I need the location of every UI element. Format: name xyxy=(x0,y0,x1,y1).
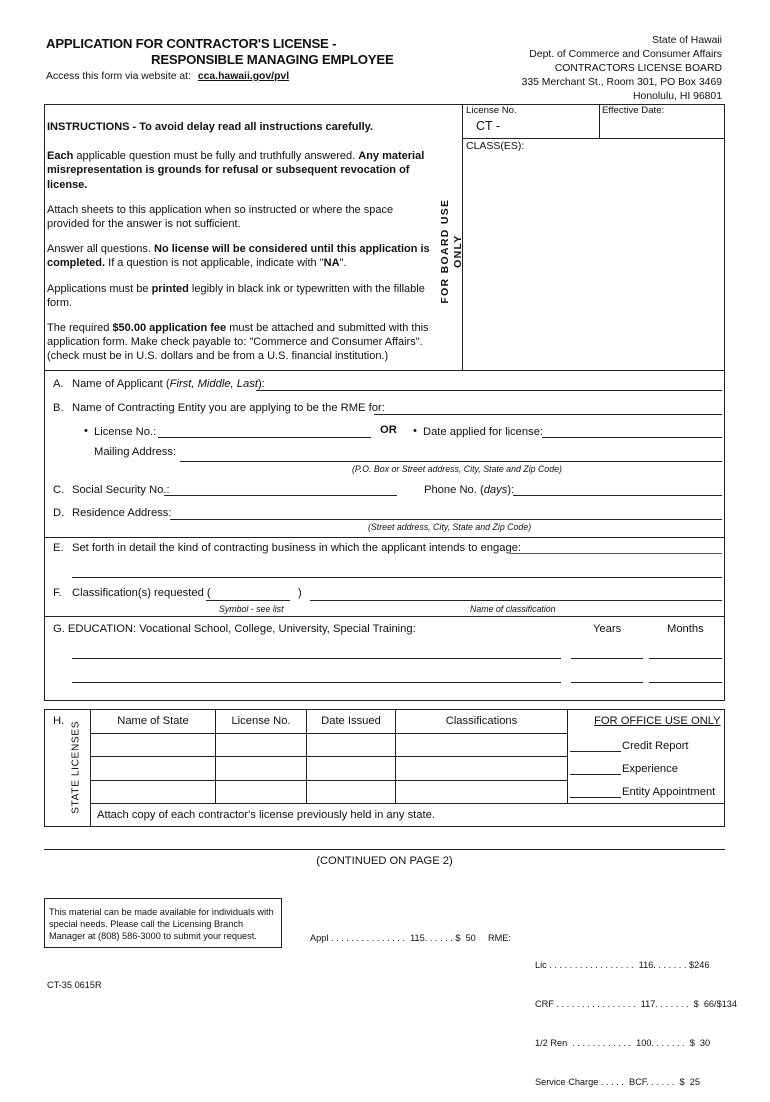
instr-no-license: No license will be considered until this application is completed. xyxy=(47,243,430,270)
instructions-heading: INSTRUCTIONS - To avoid delay read all instructions carefully. xyxy=(47,121,373,133)
mailing-address-caption: (P.O. Box or Street address, City, State and Zip Code) xyxy=(352,464,562,474)
column-header-date-issued: Date Issued xyxy=(321,715,381,727)
label-text: ): xyxy=(257,378,265,390)
instructions-paragraph-4 xyxy=(47,282,435,310)
divider xyxy=(90,733,567,734)
fee-half-ren: 1/2 Ren . . . . . . . . . . . . 100. . . . . . . $ 30 xyxy=(535,1038,711,1048)
rme-label: RME: xyxy=(488,933,511,943)
agency-line-state: State of Hawaii xyxy=(652,35,722,46)
mailing-address-label: Mailing Address: xyxy=(94,446,177,458)
instr-text: Applications must be xyxy=(47,282,152,295)
residence-address-label: Residence Address: xyxy=(72,507,172,519)
fee-service-charge: Service Charge . . . . . BCF. . . . . . $ 25 xyxy=(535,1077,700,1087)
contracting-entity-field[interactable] xyxy=(374,414,722,415)
residence-address-caption: (Street address, City, State and Zip Code) xyxy=(368,522,532,532)
license-no-field[interactable] xyxy=(158,437,371,438)
credit-report-label: Credit Report xyxy=(622,740,689,752)
agency-line-dept: Dept. of Commerce and Consumer Affairs xyxy=(529,49,722,60)
license-no-label: License No. xyxy=(466,105,517,116)
website-line xyxy=(46,70,289,83)
instr-text: If a question is not applicable, indicate with " xyxy=(105,257,324,270)
field-d-letter: D. xyxy=(53,507,65,519)
label-text: Phone No. ( xyxy=(424,484,484,496)
form-title-line1: APPLICATION FOR CONTRACTOR'S LICENSE - xyxy=(46,36,337,51)
label-text: Name of Applicant ( xyxy=(72,378,170,390)
agency-line-city: Honolulu, HI 96801 xyxy=(633,91,722,102)
label-text-italic: First, Middle, Last xyxy=(169,378,258,390)
column-header-classifications: Classifications xyxy=(445,715,518,727)
classification-name-field[interactable] xyxy=(310,600,722,601)
instr-misrep: Any material misrepresentation is grounds for refusal or subsequent revocation of license. xyxy=(47,150,425,191)
instructions-paragraph-1 xyxy=(47,149,435,192)
business-kind-field-line2[interactable] xyxy=(72,577,722,578)
contracting-entity-label: Name of Contracting Entity you are applying to be the RME for: xyxy=(72,402,385,414)
education-field-2[interactable] xyxy=(72,682,561,683)
applicant-name-field[interactable] xyxy=(256,390,722,391)
board-use-vertical-label: FOR BOARD USE ONLY xyxy=(438,198,464,304)
continued-note: (CONTINUED ON PAGE 2) xyxy=(316,855,453,867)
phone-field[interactable] xyxy=(513,495,722,496)
field-f-letter: F. xyxy=(53,587,62,599)
agency-line-board: CONTRACTORS LICENSE BOARD xyxy=(554,63,722,74)
date-applied-field[interactable] xyxy=(542,437,722,438)
website-link[interactable]: cca.hawaii.gov/pvl xyxy=(197,71,290,82)
fields-box xyxy=(44,371,725,701)
years-label: Years xyxy=(593,623,622,635)
or-label: OR xyxy=(380,424,397,436)
name-classification-caption: Name of classification xyxy=(470,604,556,614)
divider xyxy=(44,849,725,850)
field-h-letter: H. xyxy=(53,715,65,727)
label-text: ): xyxy=(507,484,515,496)
divider xyxy=(90,756,567,757)
instructions-paragraph-5 xyxy=(47,321,435,364)
fee-lic: Lic . . . . . . . . . . . . . . . . . 116. . . . . . . $246 xyxy=(535,960,710,970)
symbol-caption: Symbol - see list xyxy=(219,604,284,614)
office-use-header: FOR OFFICE USE ONLY xyxy=(594,715,721,727)
classes-label: CLASS(ES): xyxy=(466,140,525,152)
education-field-1[interactable] xyxy=(72,658,561,659)
instr-printed: printed xyxy=(151,282,189,295)
experience-label: Experience xyxy=(622,763,678,775)
education-months-1[interactable] xyxy=(649,658,722,659)
field-a-letter: A. xyxy=(53,378,64,390)
ssn-field[interactable] xyxy=(164,495,397,496)
state-licenses-vertical-label: STATE LICENSES xyxy=(70,720,82,814)
divider xyxy=(90,780,567,781)
applicant-name-label xyxy=(72,377,265,391)
column-header-license-no: License No. xyxy=(231,715,291,727)
instr-text: Answer all questions. xyxy=(47,243,154,256)
classification-label: Classification(s) requested ( xyxy=(72,587,211,599)
instr-text: ". xyxy=(339,257,347,270)
instr-text: applicable question must be fully and truthfully answered. xyxy=(73,150,359,163)
education-months-2[interactable] xyxy=(649,682,722,683)
appl-fee-line: Appl . . . . . . . . . . . . . . . 115. . . . . . $ 50 xyxy=(310,933,476,943)
education-years-2[interactable] xyxy=(571,682,643,683)
instr-text: must be attached and submitted with this application form. Make check payable to: "Commerce and Consumer Affairs". (check must be in U.S. dollars and be from a U.S. financial institution.) xyxy=(47,322,429,363)
business-kind-label: Set forth in detail the kind of contracting business in which the applicant intends to engage: xyxy=(72,542,522,554)
phone-label xyxy=(424,483,514,497)
form-number: CT-35 0615R xyxy=(47,980,102,990)
fee-schedule xyxy=(535,933,737,1102)
education-label: G. EDUCATION: Vocational School, College, University, Special Training: xyxy=(53,623,416,635)
instructions-text xyxy=(47,120,435,375)
residence-address-field[interactable] xyxy=(170,519,722,520)
field-e-letter: E. xyxy=(53,542,64,554)
instructions-paragraph-2: Attach sheets to this application when so instructed or where the space provided for the answer is not sufficient. xyxy=(47,203,394,231)
ssn-label: Social Security No.: xyxy=(72,484,170,496)
label-text-italic: days xyxy=(483,484,508,496)
instructions-paragraph-3 xyxy=(47,242,435,270)
divider xyxy=(44,616,725,617)
fee-crf: CRF . . . . . . . . . . . . . . . . 117. . . . . . . $ 66/$134 xyxy=(535,999,738,1009)
divider xyxy=(90,803,725,804)
instr-na: NA xyxy=(323,257,340,270)
website-label: Access this form via website at: xyxy=(46,71,191,82)
license-no-field-label: License No.: xyxy=(94,426,157,438)
agency-line-street: 335 Merchant St., Room 301, PO Box 3469 xyxy=(521,77,722,88)
credit-report-field[interactable] xyxy=(570,751,621,752)
divider xyxy=(44,537,725,538)
divider xyxy=(599,104,600,138)
divider xyxy=(567,709,568,803)
attach-license-note: Attach copy of each contractor's license previously held in any state. xyxy=(97,809,435,821)
bullet-icon: • xyxy=(84,425,88,437)
agency-address xyxy=(522,34,722,104)
business-kind-field[interactable] xyxy=(510,553,722,554)
special-needs-notice: This material can be made available for individuals with special needs. Please call the Licensing Branch Manager at (808) 586-3000 to submit your request. xyxy=(44,898,282,948)
mailing-address-field[interactable] xyxy=(180,461,722,462)
entity-appointment-field[interactable] xyxy=(570,797,621,798)
date-applied-label: Date applied for license: xyxy=(423,426,544,438)
field-c-letter: C. xyxy=(53,484,65,496)
education-years-1[interactable] xyxy=(571,658,643,659)
entity-appointment-label: Entity Appointment xyxy=(622,786,716,798)
classification-symbol-field[interactable] xyxy=(206,600,290,601)
instr-text: legibly in black ink or typewritten with the fillable form. xyxy=(47,282,425,309)
divider xyxy=(462,138,725,139)
effective-date-label: Effective Date: xyxy=(602,105,665,116)
instr-each: Each xyxy=(47,150,74,163)
license-no-value: CT - xyxy=(476,119,501,133)
months-label: Months xyxy=(667,623,704,635)
form-title-line2: RESPONSIBLE MANAGING EMPLOYEE xyxy=(151,52,394,67)
instr-text: The required xyxy=(47,322,113,335)
classification-close-paren: ) xyxy=(298,587,302,599)
field-b-letter: B. xyxy=(53,402,64,414)
instr-fee: $50.00 application fee xyxy=(112,322,227,335)
column-header-state: Name of State xyxy=(117,715,189,727)
bullet-icon: • xyxy=(413,425,417,437)
experience-field[interactable] xyxy=(570,774,621,775)
